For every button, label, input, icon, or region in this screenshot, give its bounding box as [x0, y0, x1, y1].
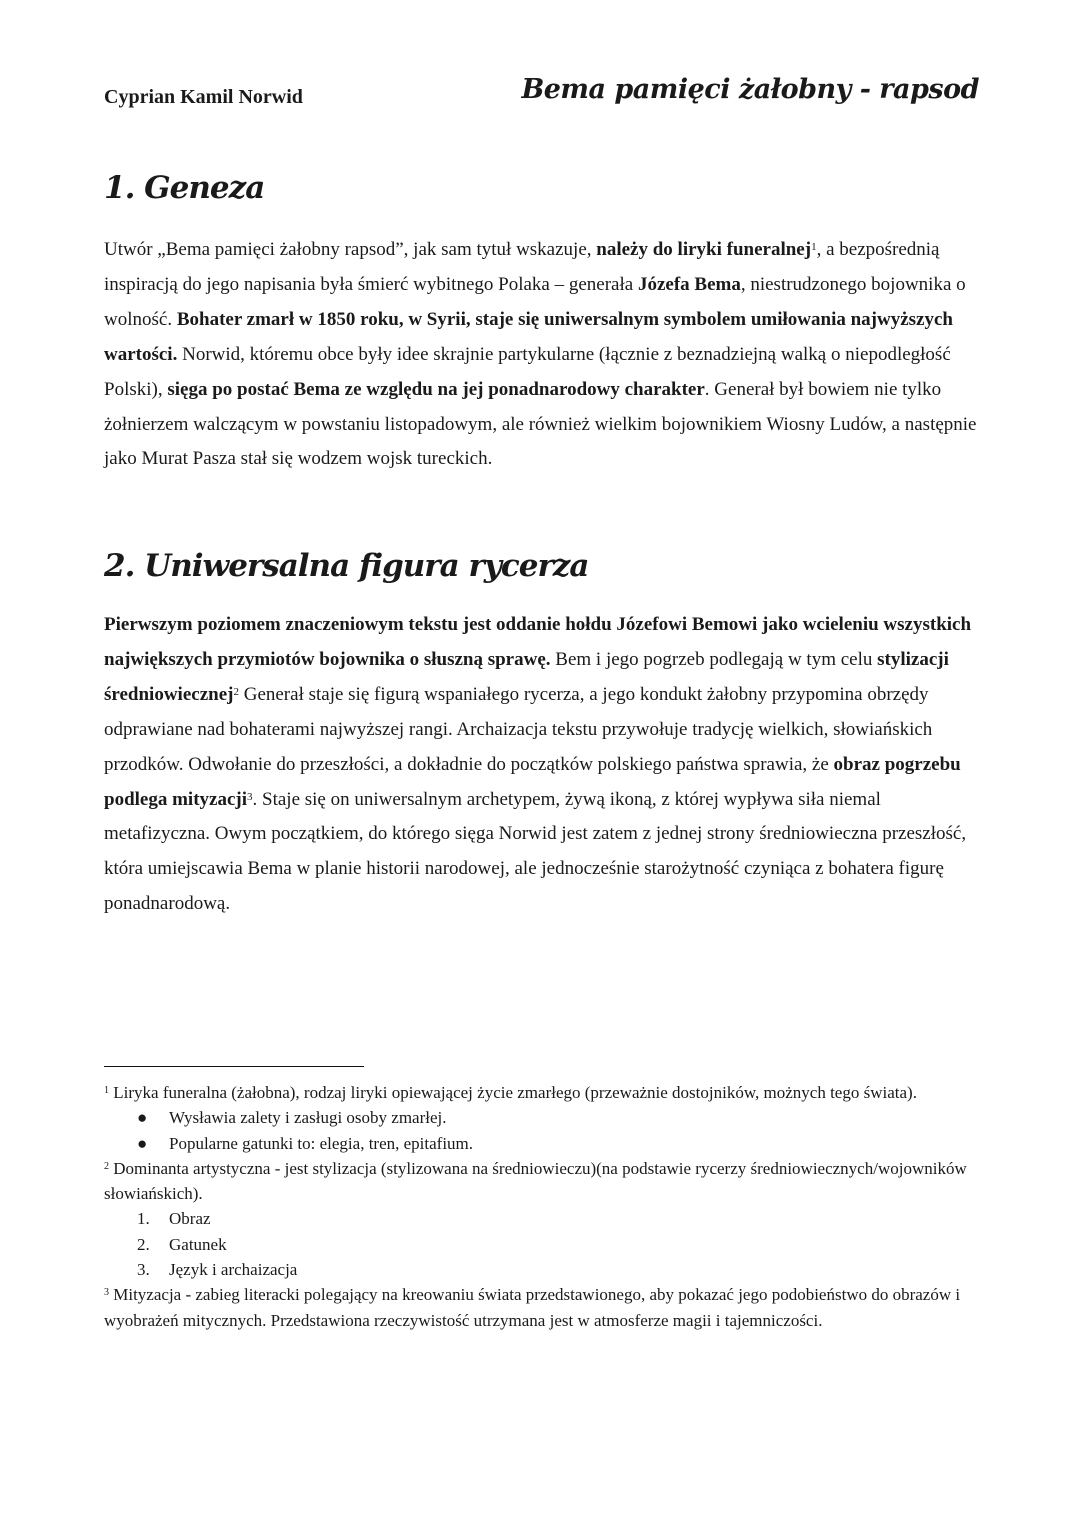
footnote-number: 1 [104, 1085, 109, 1096]
text-run: Utwór „Bema pamięci żałobny rapsod”, jak sam tytuł wskazuje, [104, 239, 597, 260]
text-run: Norwid, któremu obce były idee skrajnie partykularne (łącznie z beznadziejną walką o niepodległość Polski), [104, 343, 951, 400]
number-marker: 2. [137, 1234, 150, 1254]
list-item-text: Obraz [169, 1209, 211, 1229]
footnote-3 [104, 1282, 974, 1333]
footnote-text: Dominanta artystyczna - jest stylizacja (stylizowana na średniowieczu)(na podstawie rycerzy średniowiecznych/wojowników słowiańskich). [104, 1158, 967, 1204]
footnote-separator [104, 1066, 364, 1067]
text-run: Bem i jego pogrzeb podlegają w tym celu [550, 648, 878, 670]
footnote-2-items [104, 1206, 974, 1282]
bold-run: Bohater zmarł w 1850 roku, w Syrii, staje się uniwersalnym symbolem umiłowania najwyższych wartości. [104, 308, 953, 365]
section-heading-figura: 2. Uniwersalna figura rycerza [104, 548, 589, 584]
list-item-text: Wysławia zalety i zasługi osoby zmarłej. [169, 1108, 447, 1128]
list-item [104, 1257, 974, 1282]
footnote-2 [104, 1156, 974, 1207]
bullet-marker: ● [137, 1133, 148, 1153]
bold-run: Józefa Bema [637, 273, 741, 295]
list-item-text: Popularne gatunki to: elegia, tren, epitafium. [169, 1133, 474, 1153]
bold-run: sięga po postać Bema ze względu na jej ponadnarodowy charakter [167, 378, 705, 400]
list-item [104, 1105, 974, 1130]
bold-run: Pierwszym poziomem znaczeniowym tekstu jest oddanie hołdu Józefowi Bemowi jako wcieleniu wszystkich największych przymiotów bojownika o słuszną sprawę. [104, 614, 972, 670]
footnote-text: Liryka funeralna (żałobna), rodzaj liryki opiewającej życie zmarłego (przeważnie dostojników, możnych tego świata). [113, 1083, 917, 1102]
number-marker: 3. [137, 1260, 150, 1280]
text-run: , a bezpośrednią inspiracją do jego napisania była śmierć wybitnego Polaka – generała [104, 239, 940, 295]
text-run: . Staje się on uniwersalnym archetypem, żywą ikoną, z której wypływa siła niemal metafizyczna. Owym początkiem, do którego sięga Norwid jest zatem z jednej strony średniowieczna przeszłość, która umiejscawia Bema w planie historii narodowej, ale jednocześnie starożytność czyniąca z bohatera figurę ponadnarodową. [104, 788, 967, 915]
list-item-text: Język i archaizacja [169, 1260, 298, 1280]
document-title: Bema pamięci żałobny - rapsod [521, 74, 979, 105]
paragraph-geneza [104, 233, 984, 477]
bold-run: należy do liryki funeralnej [596, 239, 812, 260]
footnote-number: 3 [104, 1287, 109, 1299]
footnote-ref-1[interactable]: 1 [811, 241, 817, 253]
section-heading-geneza: 1. Geneza [104, 170, 265, 206]
bold-run: obraz pogrzebu podlega mityzacji [104, 753, 961, 810]
text-run: Generał staje się figurą wspaniałego rycerza, a jego kondukt żałobny przypomina obrzędy odprawiane nad bohaterami najwyższej rangi. Archaizacja tekstu przywołuje tradycję wielkich, słowiańskich przodków. Odwołanie do przeszłości, a dokładnie do początków polskiego państwa sprawia, że [104, 683, 933, 775]
text-run: , niestrudzonego bojownika o wolność. [104, 273, 966, 330]
list-item [104, 1206, 974, 1231]
footnote-ref-3[interactable]: 3 [247, 790, 253, 803]
footnote-1-bullets [104, 1105, 974, 1156]
footnote-number: 2 [104, 1160, 109, 1172]
number-marker: 1. [137, 1209, 150, 1229]
bullet-marker: ● [137, 1108, 148, 1128]
paragraph-figura [104, 608, 984, 922]
list-item [104, 1232, 974, 1257]
author-name: Cyprian Kamil Norwid [104, 86, 303, 108]
list-item-text: Gatunek [169, 1234, 227, 1254]
page-header [104, 74, 979, 124]
list-item [104, 1131, 974, 1156]
footnotes [104, 1080, 974, 1333]
footnote-ref-2[interactable]: 2 [233, 685, 239, 698]
footnote-1 [104, 1080, 974, 1105]
bold-run: stylizacji średniowiecznej [104, 648, 949, 705]
footnote-text: Mityzacja - zabieg literacki polegający na kreowaniu świata przedstawionego, aby pokazać jego podobieństwo do obrazów i wyobrażeń mitycznych. Przedstawiona rzeczywistość utrzymana jest w atmosferze magii i tajemniczości. [104, 1285, 961, 1330]
text-run: . Generał był bowiem nie tylko żołnierzem walczącym w powstaniu listopadowym, ale również wielkim bojownikiem Wiosny Ludów, a następnie jako Murat Pasza stał się wodzem wojsk tureckich. [104, 378, 977, 470]
